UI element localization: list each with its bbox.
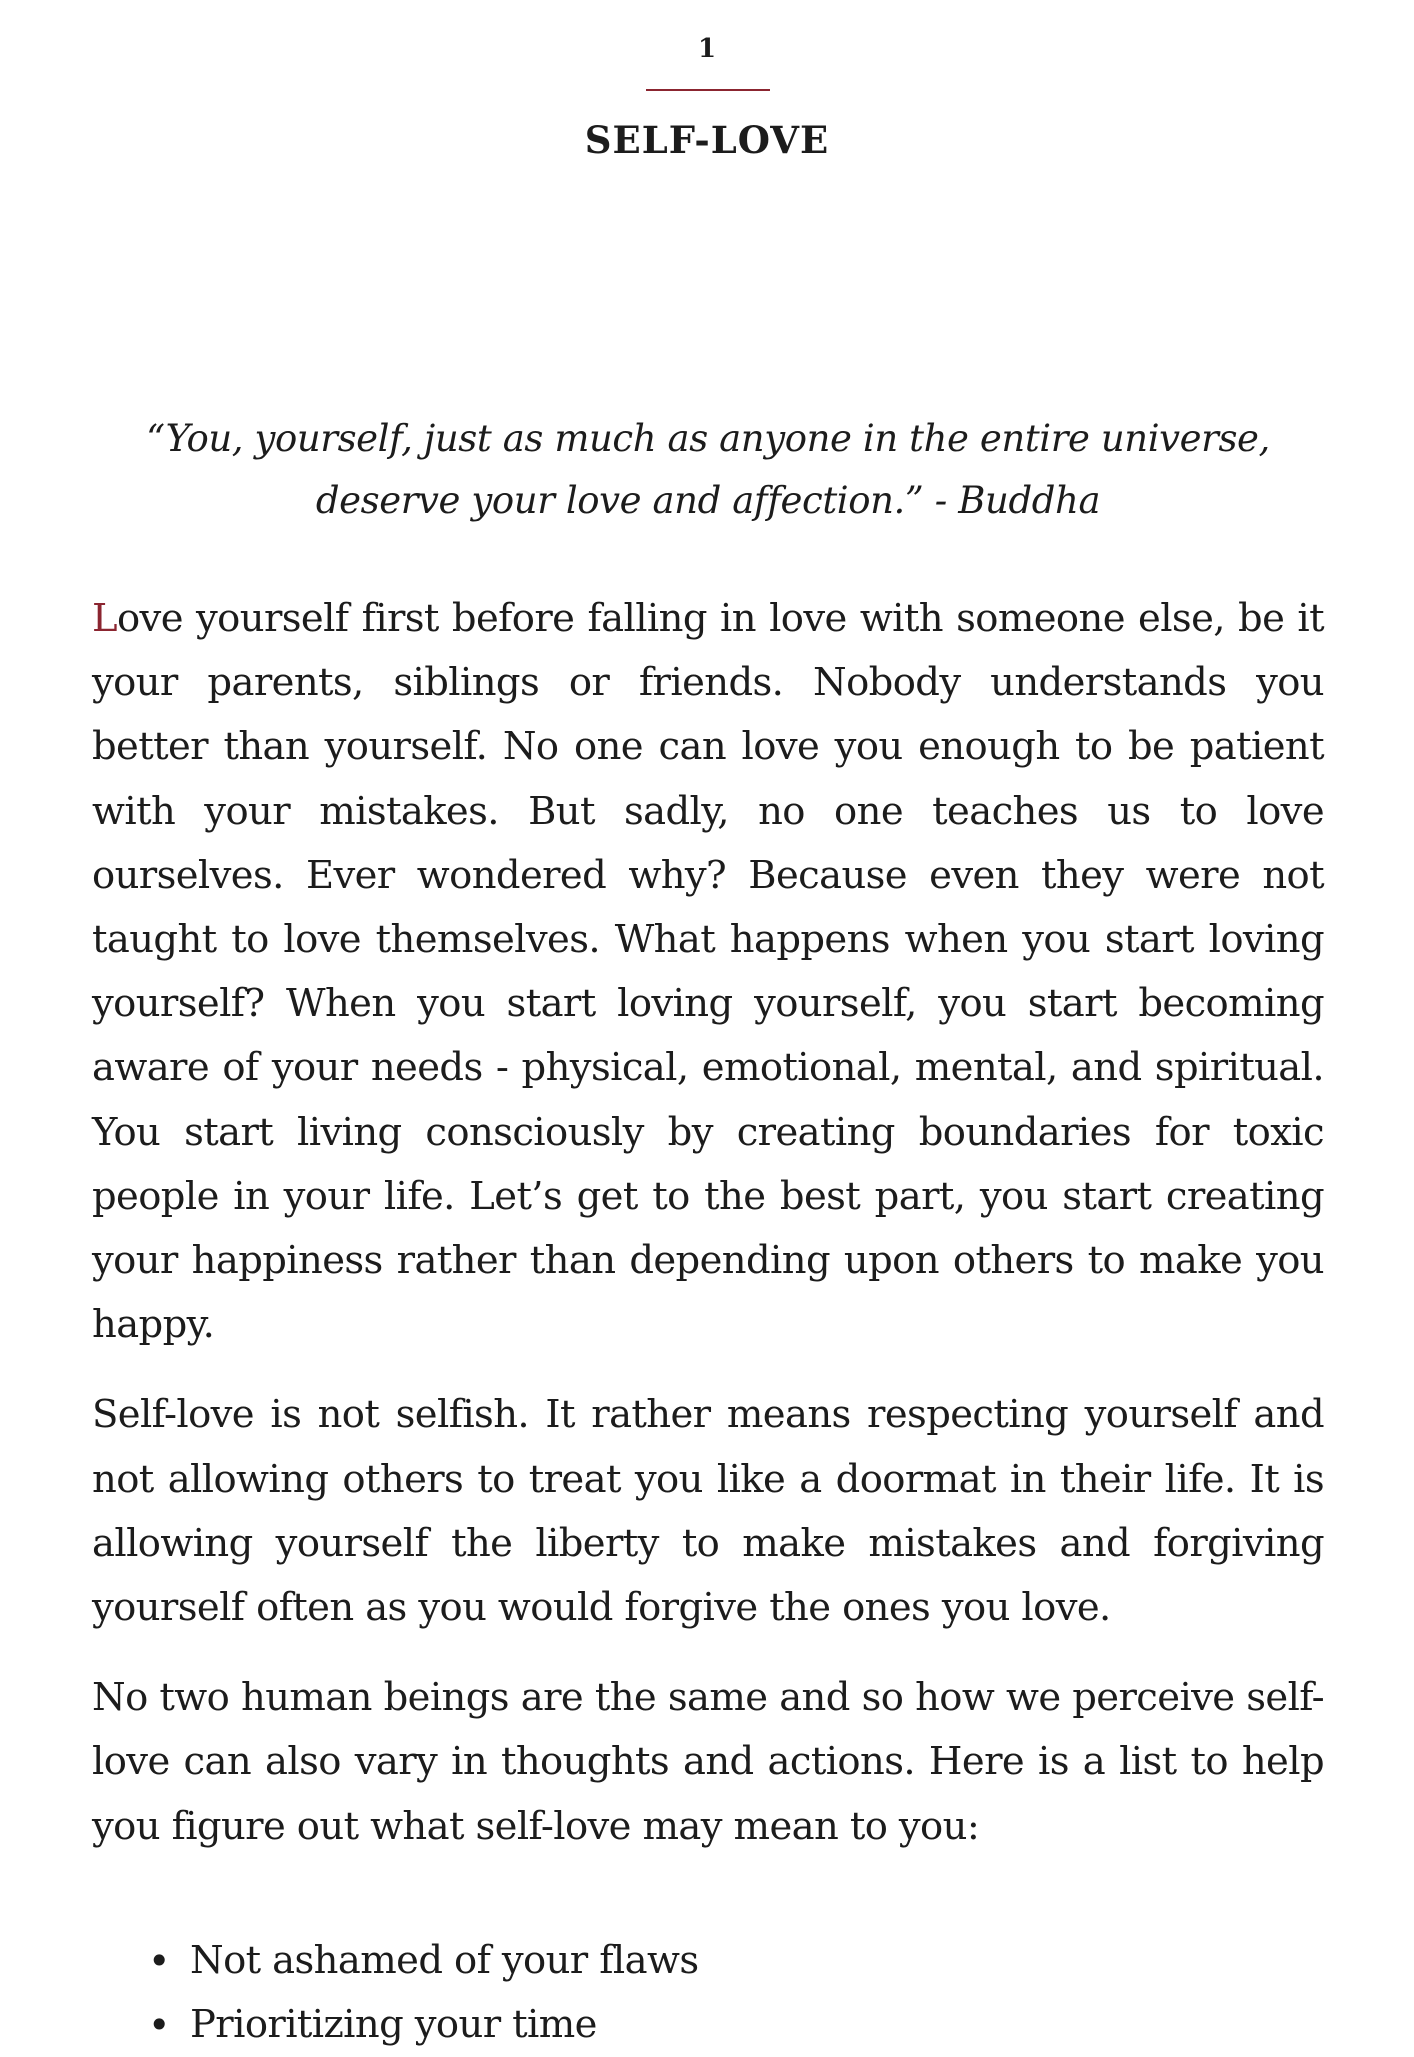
chapter-divider <box>646 89 770 91</box>
bullet-icon: • <box>148 2002 170 2047</box>
list-item-text: Not ashamed of your flaws <box>190 1937 699 1983</box>
paragraph-1-text: ove yourself first before falling in love with someone else, be it your parents, siblings or friends. Nobody understands you better than yourself. No one can love you enough to be patient with your mistakes. But sadly, no one teaches us to love ourselves. Ever wondered why? Because even they were not taught to love themselves. What happens when you start loving yourself? When you start loving yourself, you start becoming aware of your needs - physical, emotional, mental, and spiritual. You start living consciously by creating boundaries for toxic people in your life. Let’s get to the best part, you start creating your happiness rather than depending upon others to make you happy. <box>92 596 1324 1348</box>
chapter-title: SELF-LOVE <box>584 118 830 162</box>
epigraph-quote: “You, yourself, just as much as anyone in the entire universe, deserve your love and affection.” - Buddha <box>146 417 1270 522</box>
paragraph-3: No two human beings are the same and so how we perceive self-love can also vary in thoughts and actions. Here is a list to help you figure out what self-love may mean to you: <box>92 1675 1324 1849</box>
paragraph-1 <box>92 587 1324 1357</box>
bullet-icon: • <box>148 1938 170 1983</box>
self-love-list <box>92 1929 1324 2057</box>
paragraph-initial: L <box>92 596 117 641</box>
list-item-text: Prioritizing your time <box>190 2001 597 2047</box>
paragraph-2: Self-love is not selfish. It rather means respecting yourself and not allowing others to treat you like a doormat in their life. It is allowing yourself the liberty to make mistakes and forgiving yourself often as you would forgive the ones you love. <box>92 1392 1324 1631</box>
list-item <box>148 1929 1324 1993</box>
chapter-body <box>92 587 1324 2057</box>
chapter-number: 1 <box>697 34 717 64</box>
list-item <box>148 1993 1324 2057</box>
